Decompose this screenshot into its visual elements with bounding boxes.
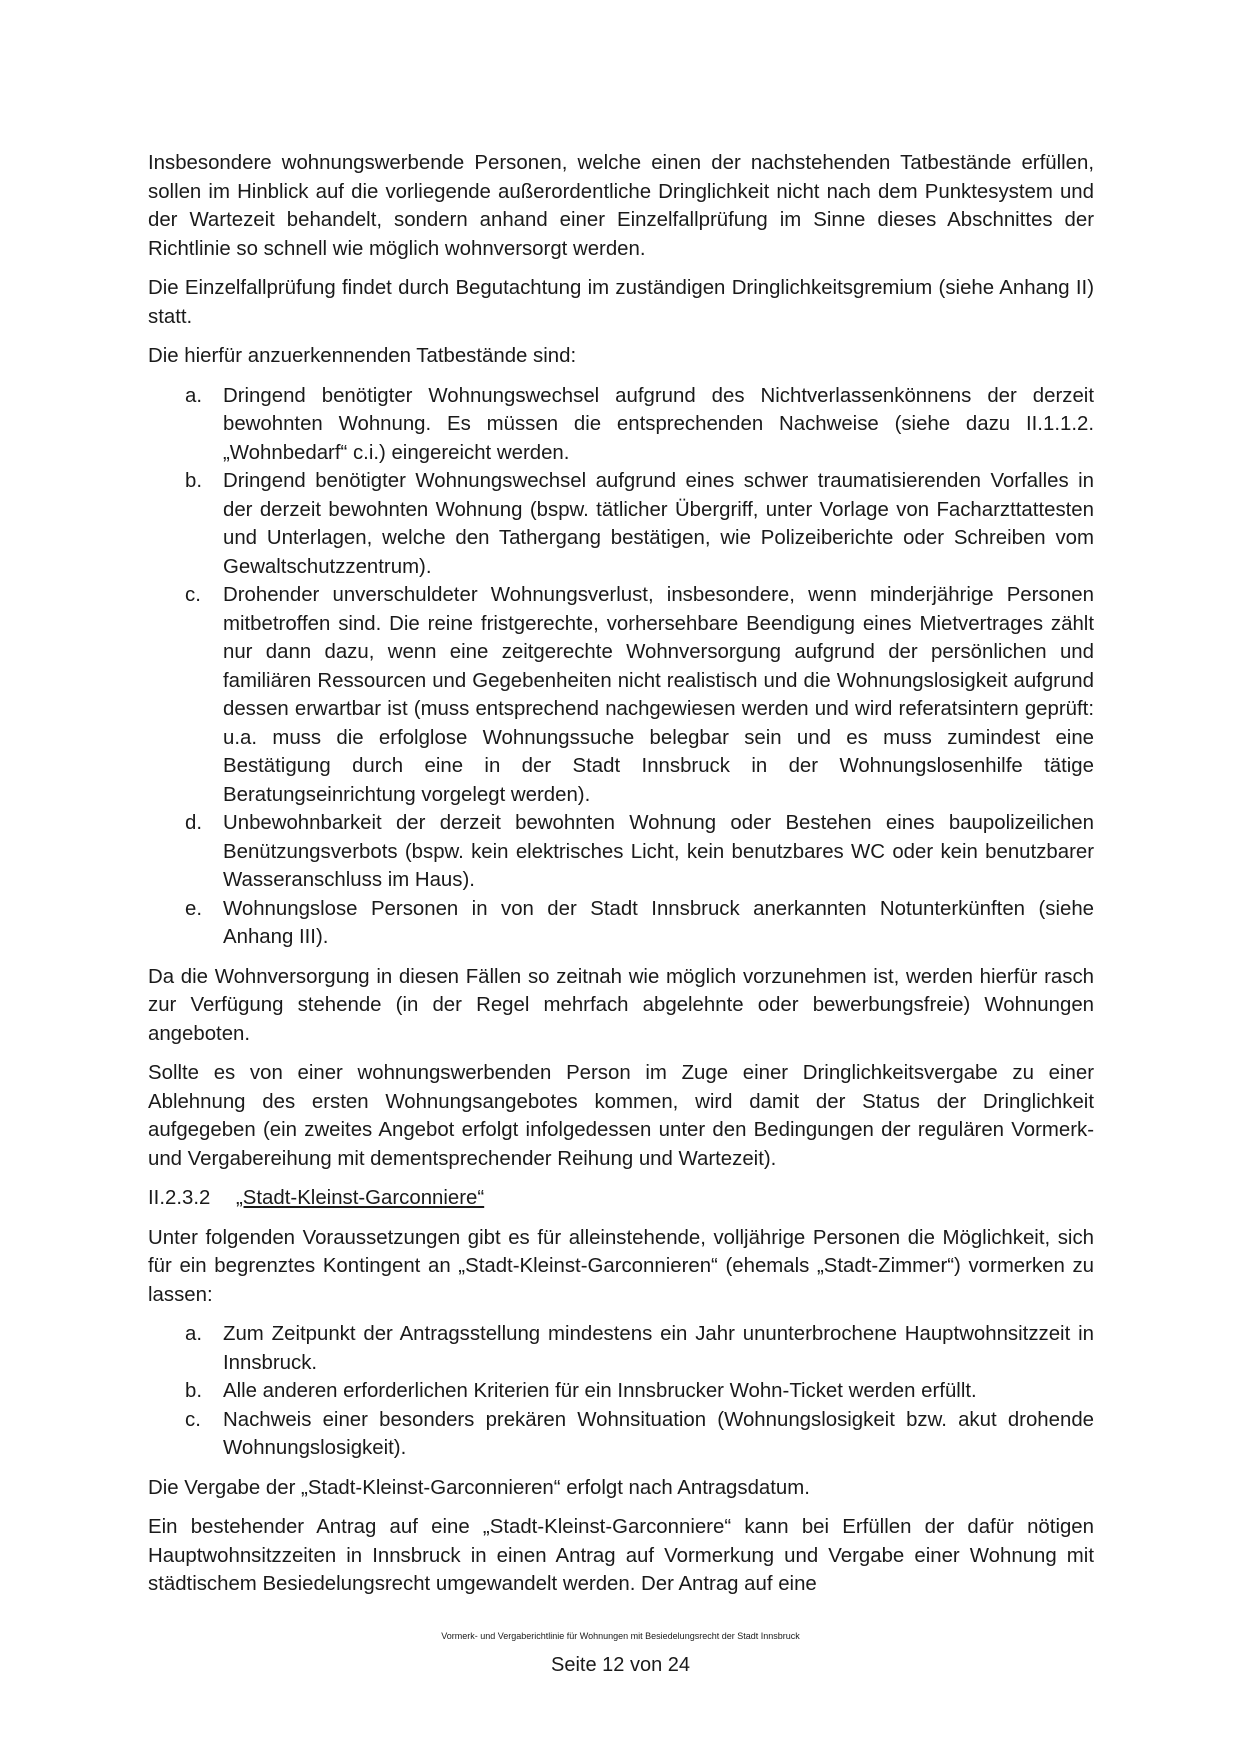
list-item-text: Alle anderen erforderlichen Kriterien für ein Innsbrucker Wohn-Ticket werden erfüllt. xyxy=(223,1380,977,1402)
list-marker: a. xyxy=(185,1323,203,1345)
list-item xyxy=(148,1377,1094,1406)
list-marker: b. xyxy=(185,1380,203,1402)
section-number: II.2.3.2 xyxy=(148,1187,211,1209)
list-item-text: Wohnungslose Personen in von der Stadt Innsbruck anerkannten Notunterkünften (siehe Anhang III). xyxy=(223,897,1094,948)
list-item xyxy=(148,467,1094,581)
list-item xyxy=(148,895,1094,952)
list-item-text: Dringend benötigter Wohnungswechsel aufgrund eines schwer traumatisierenden Vorfalles in der derzeit bewohnten Wohnung (bspw. tätlicher Übergriff, unter Vorlage von Facharzttattesten und Unterlagen, welche den Tathergang bestätigen, wie Polizeiberichte oder Schreiben vom Gewaltschutzzentrum). xyxy=(223,470,1094,578)
paragraph-tatbestaende-intro: Die hierfür anzuerkennenden Tatbestände sind: xyxy=(148,345,577,367)
page-number: Seite 12 von 24 xyxy=(551,1654,690,1676)
paragraph-vergabe: Die Vergabe der „Stadt-Kleinst-Garconnieren“ erfolgt nach Antragsdatum. xyxy=(148,1476,810,1499)
list-item-text: Zum Zeitpunkt der Antragsstellung mindestens ein Jahr ununterbrochene Hauptwohnsitzzeit in Innsbruck. xyxy=(223,1323,1094,1374)
voraussetzungen-list xyxy=(148,1320,1094,1463)
list-marker: e. xyxy=(185,897,203,920)
paragraph-einzelfallpruefung: Die Einzelfallprüfung findet durch Begutachtung im zuständigen Dringlichkeitsgremium (siehe Anhang II) statt. xyxy=(148,277,1094,328)
page-body xyxy=(148,149,1094,1610)
list-item xyxy=(148,1320,1094,1377)
list-item xyxy=(148,382,1094,468)
paragraph-ablehnung: Sollte es von einer wohnungswerbenden Person im Zuge einer Dringlichkeitsvergabe zu einer Ablehnung des ersten Wohnungsangebotes kommen, wird damit der Status der Dringlichkeit aufgegeben (ein zweites Angebot erfolgt infolgedessen unter den Bedingungen der regulären Vormerk- und Vergabereihung mit dementsprechender Reihung und Wartezeit). xyxy=(148,1062,1094,1170)
section-heading xyxy=(148,1184,1094,1213)
paragraph-wohnversorgung: Da die Wohnversorgung in diesen Fällen so zeitnah wie möglich vorzunehmen ist, werden hierfür rasch zur Verfügung stehende (in der Regel mehrfach abgelehnte oder bewerbungsfreie) Wohnungen angeboten. xyxy=(148,965,1094,1045)
list-marker: d. xyxy=(185,812,203,834)
list-marker: b. xyxy=(185,470,203,492)
list-marker: c. xyxy=(185,584,201,606)
list-item xyxy=(148,809,1094,895)
paragraph-intro: Insbesondere wohnungswerbende Personen, welche einen der nachstehenden Tatbestände erfüllen, sollen im Hinblick auf die vorliegende außerordentliche Dringlichkeit nicht nach dem Punktesystem und der Wartezeit behandelt, sondern anhand einer Einzelfallprüfung im Sinne dieses Abschnittes der Richtlinie so schnell wie möglich wohnversorgt werden. xyxy=(148,152,1094,260)
section-title: „Stadt-Kleinst-Garconniere“ xyxy=(236,1187,485,1209)
list-marker: a. xyxy=(185,384,203,407)
list-item xyxy=(148,581,1094,809)
tatbestaende-list xyxy=(148,382,1094,952)
paragraph-bestehender-antrag: Ein bestehender Antrag auf eine „Stadt-Kleinst-Garconniere“ kann bei Erfüllen der dafür nötigen Hauptwohnsitzzeiten in Innsbruck in einen Antrag auf Vormerkung und Vergabe einer Wohnung mit städtischem Besiedelungsrecht umgewandelt werden. Der Antrag auf eine xyxy=(148,1516,1094,1595)
list-marker: c. xyxy=(185,1408,201,1431)
list-item-text: Dringend benötigter Wohnungswechsel aufgrund des Nichtverlassenkönnens der derzeit bewohnten Wohnung. Es müssen die entsprechenden Nachweise (siehe dazu II.1.1.2. „Wohnbedarf“ c.i.) eingereicht werden. xyxy=(223,384,1094,464)
paragraph-voraussetzungen: Unter folgenden Voraussetzungen gibt es für alleinstehende, volljährige Personen die Möglichkeit, sich für ein begrenztes Kontingent an „Stadt-Kleinst-Garconnieren“ (ehemals „Stadt-Zimmer“) vormerken zu lassen: xyxy=(148,1226,1094,1306)
footer-note: Vormerk- und Vergaberichtlinie für Wohnungen mit Besiedelungsrecht der Stadt Innsbruck xyxy=(441,1631,800,1641)
list-item-text: Unbewohnbarkeit der derzeit bewohnten Wohnung oder Bestehen eines baupolizeilichen Benützungsverbots (bspw. kein elektrisches Licht, kein benutzbares WC oder kein benutzbarer Wasseranschluss im Haus). xyxy=(223,812,1094,891)
list-item-text: Nachweis einer besonders prekären Wohnsituation (Wohnungslosigkeit bzw. akut drohende Wohnungslosigkeit). xyxy=(223,1408,1094,1459)
list-item-text: Drohender unverschuldeter Wohnungsverlust, insbesondere, wenn minderjährige Personen mitbetroffen sind. Die reine fristgerechte, vorhersehbare Beendigung eines Mietvertrages zählt nur dann dazu, wenn eine zeitgerechte Wohnversorgung aufgrund der persönlichen und familiären Ressourcen und Gegebenheiten nicht realistisch und die Wohnungslosigkeit aufgrund dessen erwartbar ist (muss entsprechend nachgewiesen werden und wird referatsintern geprüft: u.a. muss die erfolglose Wohnungssuche belegbar sein und es muss zumindest eine Bestätigung durch eine in der Stadt Innsbruck in der Wohnungslosenhilfe tätige Beratungseinrichtung vorgelegt werden). xyxy=(223,584,1094,806)
list-item xyxy=(148,1406,1094,1463)
